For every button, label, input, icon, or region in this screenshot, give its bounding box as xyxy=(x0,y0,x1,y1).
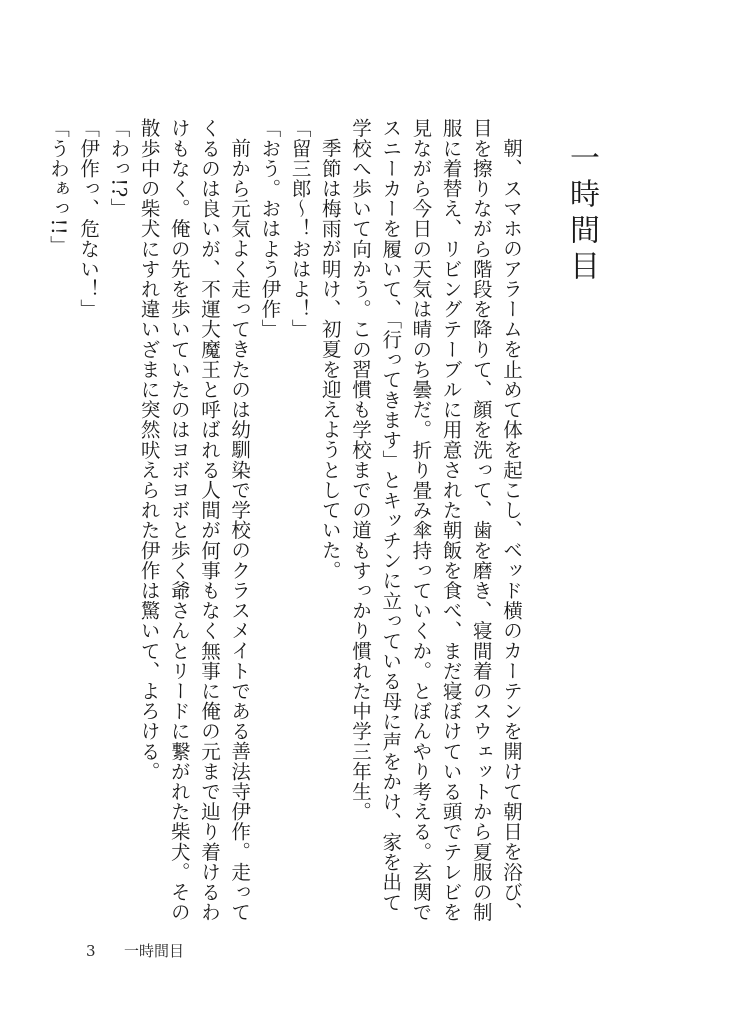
page-number: 3 xyxy=(86,942,96,960)
running-head: 一時間目 xyxy=(124,942,185,960)
dialogue-line-1: 「留三郎〜！おはよ！」 xyxy=(288,118,312,340)
page-footer xyxy=(86,940,184,961)
paragraph-2: 季節は梅雨が明け、初夏を迎えようとしていた。 xyxy=(318,137,342,580)
dialogue-line-5: 「うわぁっ!!」 xyxy=(46,118,70,256)
paragraph-3: 前から元気よく走ってきたのは幼馴染で学校のクラスメイトである善法寺伊作。走ってくるのは良いが、不運大魔王と呼ばれる人間が何事もなく無事に俺の元まで辿り着けるわけもなく。俺の先を歩いていたのはヨボヨボと歩く爺さんとリードに繋がれた柴犬。その散歩中の柴犬にすれ違いざまに突然吠えられた伊作は驚いて、よろける。 xyxy=(137,118,252,922)
paragraph-1: 朝、スマホのアラームを止めて体を起こし、ベッド横のカーテンを開けて朝日を浴び、目を擦りながら階段を降りて、顔を洗って、歯を磨き、寝間着のスウェットから夏服の制服に着替え、リビングテーブルに用意された朝飯を食べ、まだ寝ぼけている頭でテレビを見ながら今日の天気は晴のち曇だ。折り畳み傘持っていくか。とぼんやり考える。玄関でスニーカーを履いて、「行ってきます」とキッチンに立っている母に声をかけ、家を出て学校へ歩いて向かう。この習慣も学校までの道もすっかり慣れた中学三年生。 xyxy=(348,118,523,922)
dialogue-line-3: 「わっ!?」 xyxy=(107,118,131,218)
chapter-title: 一時間目 xyxy=(564,142,599,286)
dialogue-line-2: 「おう。おはよう伊作」 xyxy=(258,118,282,340)
body-text xyxy=(46,118,526,930)
dialogue-line-4: 「伊作っ、危ない！」 xyxy=(77,118,101,319)
